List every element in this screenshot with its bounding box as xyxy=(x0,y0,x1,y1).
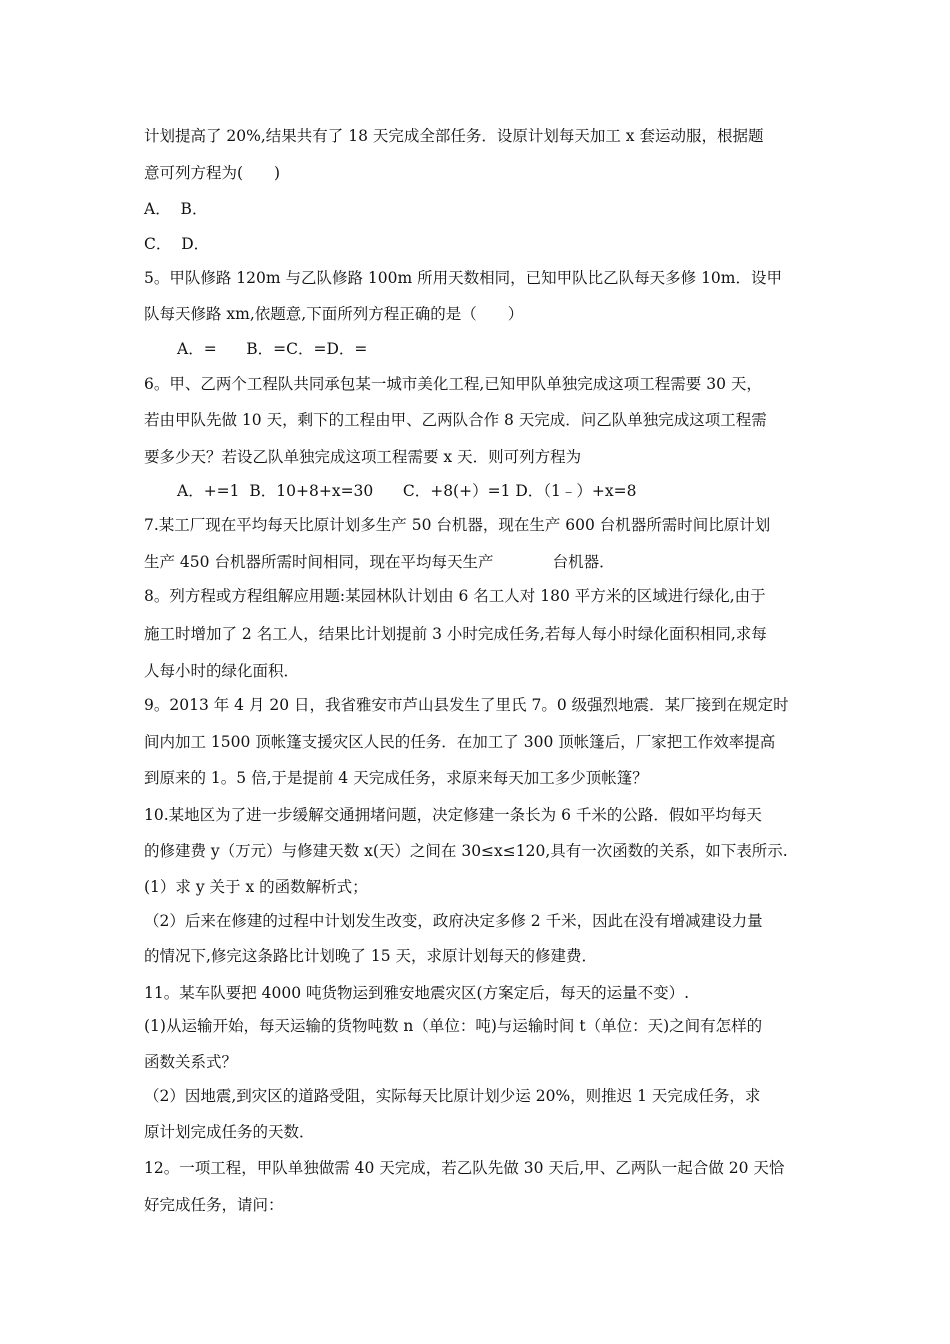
text-line: 函数关系式？ xyxy=(144,1053,238,1071)
text-line: 若由甲队先做 10 天，剩下的工程由甲、乙两队合作 8 天完成．问乙队单独完成这项工程需 xyxy=(144,411,767,429)
option-line: A． B． xyxy=(144,200,208,218)
text-line: 要多少天？若设乙队单独完成这项工程需要 x 天．则可列方程为 xyxy=(144,448,582,466)
text-line: 间内加工 1500 顶帐篷支援灾区人民的任务．在加工了 300 顶帐篷后，厂家把工作效率提高 xyxy=(144,733,776,751)
sub-question: （2）后来在修建的过程中计划发生改变，政府决定多修 2 千米，因此在没有增减建设力量 xyxy=(144,912,763,930)
text-line: 原计划完成任务的天数． xyxy=(144,1123,315,1141)
option-line: C． D． xyxy=(144,235,210,253)
text-line: 的情况下,修完这条路比计划晚了 15 天，求原计划每天的修建费． xyxy=(144,947,598,965)
sub-question: (1）求 y 关于 x 的函数解析式； xyxy=(144,878,368,896)
option-line: A．= B．=C．=D．= xyxy=(177,340,368,358)
option-line: A．+=1 B．10+8+x=30 C．+8(+）=1 D．（1﹣）+x=8 xyxy=(177,482,637,500)
text-line: 的修建费 y（万元）与修建天数 x(天）之间在 30≤x≤120,具有一次函数的关系，如下表所示. xyxy=(144,842,788,860)
question-9: 9。2013 年 4 月 20 日，我省雅安市芦山县发生了里氏 7。0 级强烈地震．某厂接到在规定时 xyxy=(144,696,789,714)
text-line: 队每天修路 xm,依题意,下面所列方程正确的是（ ） xyxy=(144,305,524,323)
sub-question: （2）因地震,到灾区的道路受阻，实际每天比原计划少运 20%，则推迟 1 天完成任务，求 xyxy=(144,1087,761,1105)
question-12: 12。一项工程，甲队单独做需 40 天完成，若乙队先做 30 天后,甲、乙两队一起合做 20 天恰 xyxy=(144,1159,785,1177)
text-line: 到原来的 1。5 倍,于是提前 4 天完成任务，求原来每天加工多少顶帐篷？ xyxy=(144,769,648,787)
question-6: 6。甲、乙两个工程队共同承包某一城市美化工程,已知甲队单独完成这项工程需要 30 天， xyxy=(144,375,762,393)
question-5: 5。甲队修路 120m 与乙队修路 100m 所用天数相同，已知甲队比乙队每天多修 10m．设甲 xyxy=(144,269,782,287)
text-line: 生产 450 台机器所需时间相同，现在平均每天生产 台机器． xyxy=(144,553,615,571)
text-line: 人每小时的绿化面积． xyxy=(144,662,300,680)
question-7: 7.某工厂现在平均每天比原计划多生产 50 台机器，现在生产 600 台机器所需时间比原计划 xyxy=(144,516,771,534)
text-line: 好完成任务，请问： xyxy=(144,1196,284,1214)
question-11: 11。某车队要把 4000 吨货物运到雅安地震灾区(方案定后，每天的运量不变）. xyxy=(144,984,689,1002)
text-line: 意可列方程为( ) xyxy=(144,164,281,182)
text-line: 施工时增加了 2 名工人，结果比计划提前 3 小时完成任务,若每人每小时绿化面积相同,求每 xyxy=(144,625,767,643)
question-8: 8。列方程或方程组解应用题:某园林队计划由 6 名工人对 180 平方米的区域进行绿化,由于 xyxy=(144,587,766,605)
sub-question: (1)从运输开始，每天运输的货物吨数 n（单位：吨)与运输时间 t（单位：天)之间有怎样的 xyxy=(144,1017,763,1035)
text-line: 计划提高了 20%,结果共有了 18 天完成全部任务．设原计划每天加工 x 套运动服，根据题 xyxy=(144,127,764,145)
question-10: 10.某地区为了进一步缓解交通拥堵问题，决定修建一条长为 6 千米的公路．假如平均每天 xyxy=(144,806,762,824)
